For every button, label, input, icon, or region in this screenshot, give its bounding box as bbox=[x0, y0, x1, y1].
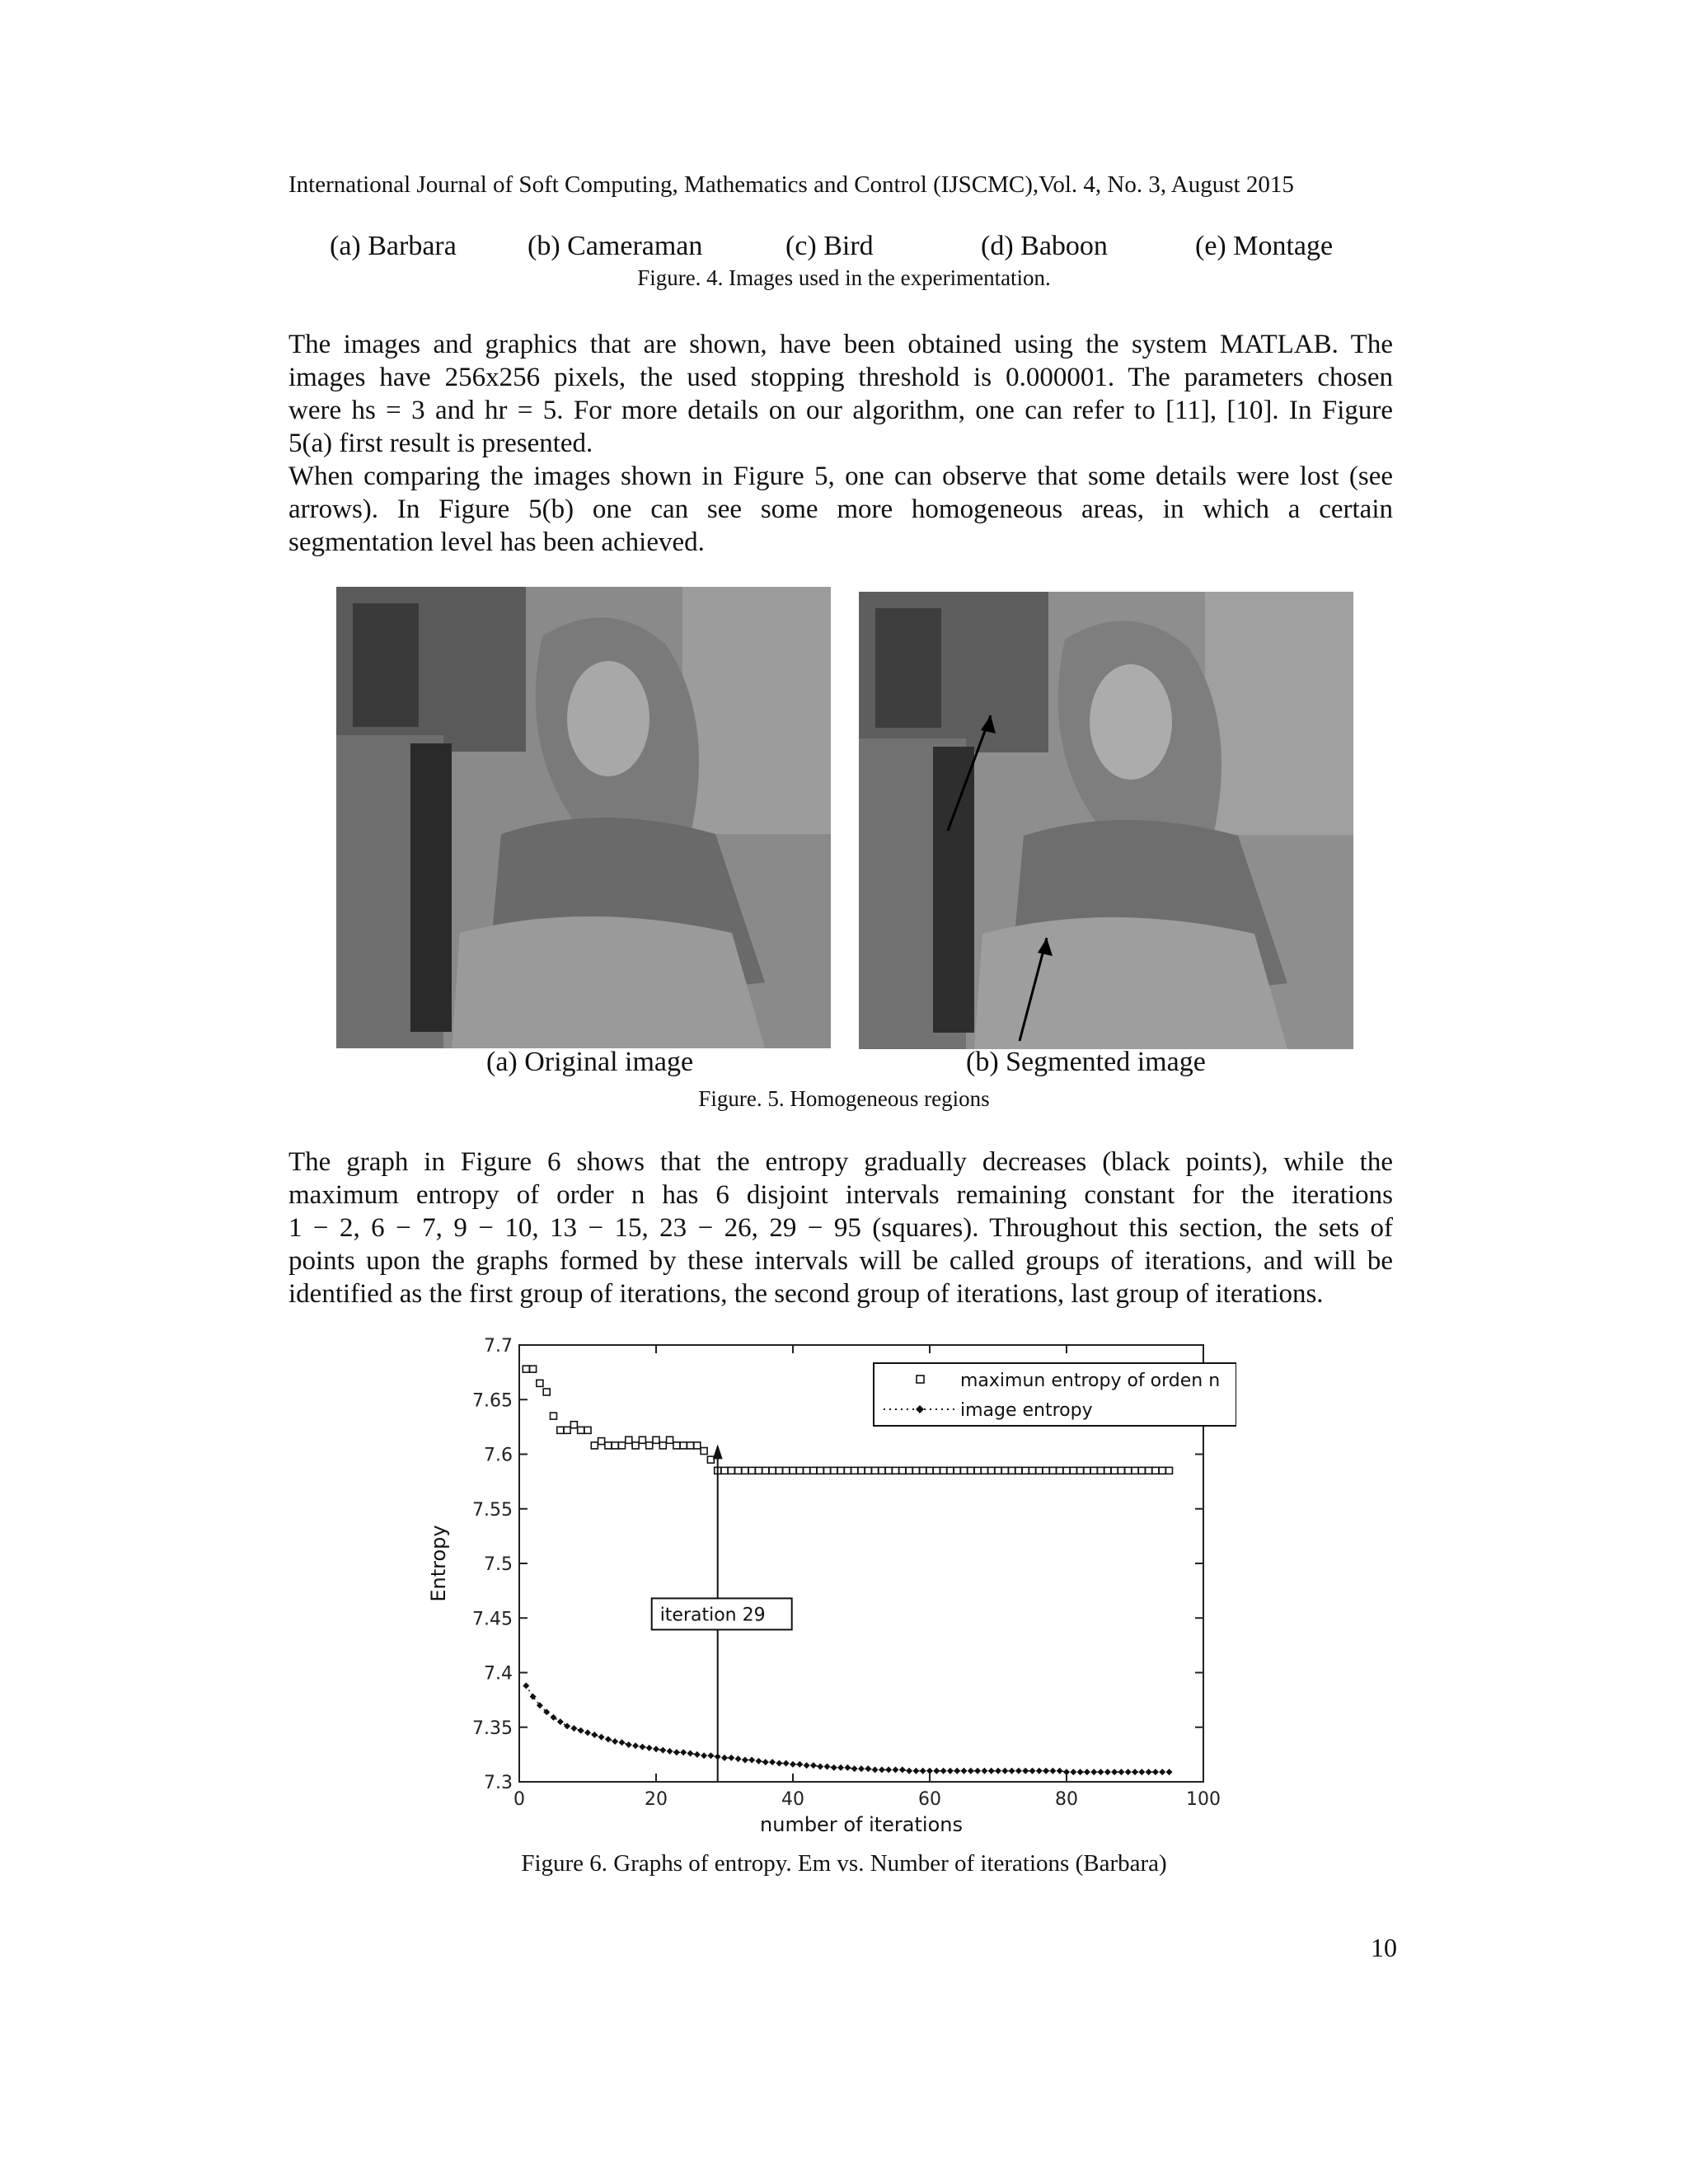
figure5-label-b: (b) Segmented image bbox=[966, 1047, 1206, 1077]
y-tick-label: 7.55 bbox=[472, 1499, 513, 1521]
x-tick-label: 80 bbox=[1055, 1789, 1078, 1810]
x-tick-label: 0 bbox=[513, 1789, 525, 1810]
paragraph-line: were hs = 3 and hr = 5. For more details on our algorithm, one can refer to [11], [10]. In Figure bbox=[288, 396, 1393, 425]
y-tick-label: 7.65 bbox=[472, 1390, 513, 1412]
figure4-label-barbara: (a) Barbara bbox=[330, 231, 457, 261]
figure4-label-bird: (c) Bird bbox=[785, 231, 874, 261]
paragraph-line: When comparing the images shown in Figure 5, one can observe that some details were lost (see bbox=[288, 462, 1393, 491]
figure4-label-montage: (e) Montage bbox=[1195, 231, 1334, 261]
page-number: 10 bbox=[1371, 1933, 1397, 1962]
legend-series-2: image entropy bbox=[960, 1400, 1093, 1421]
paragraph-line: images have 256x256 pixels, the used stopping threshold is 0.000001. The parameters chosen bbox=[288, 363, 1393, 392]
x-tick-label: 20 bbox=[645, 1789, 668, 1810]
paragraph-line: 5(a) first result is presented. bbox=[288, 429, 593, 458]
annotation-label: iteration 29 bbox=[659, 1605, 766, 1626]
entropy-chart bbox=[412, 1319, 1236, 1838]
figure4-label-cameraman: (b) Cameraman bbox=[528, 231, 703, 261]
paragraph-line: The graph in Figure 6 shows that the entropy gradually decreases (black points), while the bbox=[288, 1147, 1393, 1177]
legend-series-1: maximun entropy of orden n bbox=[960, 1371, 1221, 1391]
y-tick-label: 7.3 bbox=[484, 1773, 513, 1793]
y-tick-label: 7.6 bbox=[484, 1445, 513, 1466]
segmented-image bbox=[859, 592, 1353, 1049]
running-header: International Journal of Soft Computing, Mathematics and Control (IJSCMC),Vol. 4, No. 3, August 2015 bbox=[288, 171, 1294, 198]
paragraph-line: points upon the graphs formed by these intervals will be called groups of iterations, and will be bbox=[288, 1246, 1393, 1276]
x-tick-label: 60 bbox=[918, 1789, 941, 1810]
figure6-caption: Figure 6. Graphs of entropy. Em vs. Number of iterations (Barbara) bbox=[521, 1850, 1167, 1877]
y-axis-label: Entropy bbox=[427, 1525, 450, 1602]
chart-legend bbox=[874, 1363, 1236, 1426]
y-tick-label: 7.5 bbox=[484, 1554, 513, 1575]
figure4-label-baboon: (d) Baboon bbox=[981, 231, 1108, 261]
x-axis-label: number of iterations bbox=[760, 1813, 963, 1836]
paragraph-line: identified as the first group of iterations, the second group of iterations, last group of iterations. bbox=[288, 1279, 1324, 1309]
y-tick-label: 7.45 bbox=[472, 1609, 513, 1630]
y-tick-label: 7.7 bbox=[484, 1336, 513, 1357]
figure4-caption: Figure. 4. Images used in the experimentation. bbox=[637, 265, 1051, 290]
paragraph-line: maximum entropy of order n has 6 disjoint intervals remaining constant for the iterations bbox=[288, 1180, 1393, 1210]
paragraph-line: arrows). In Figure 5(b) one can see some more homogeneous areas, in which a certain bbox=[288, 494, 1393, 524]
y-tick-label: 7.35 bbox=[472, 1718, 513, 1739]
legend-square-marker bbox=[917, 1376, 924, 1383]
figure5-label-a: (a) Original image bbox=[486, 1047, 694, 1077]
x-tick-label: 100 bbox=[1186, 1789, 1221, 1810]
original-image bbox=[336, 587, 831, 1048]
figure5-caption: Figure. 5. Homogeneous regions bbox=[698, 1086, 990, 1111]
paragraph-line: The images and graphics that are shown, have been obtained using the system MATLAB. The bbox=[288, 330, 1393, 359]
y-tick-label: 7.4 bbox=[484, 1663, 513, 1685]
x-tick-label: 40 bbox=[781, 1789, 804, 1810]
paragraph-line: 1 − 2, 6 − 7, 9 − 10, 13 − 15, 23 − 26, 29 − 95 (squares). Throughout this section, the sets of bbox=[288, 1213, 1393, 1243]
paragraph-line: segmentation level has been achieved. bbox=[288, 527, 705, 557]
